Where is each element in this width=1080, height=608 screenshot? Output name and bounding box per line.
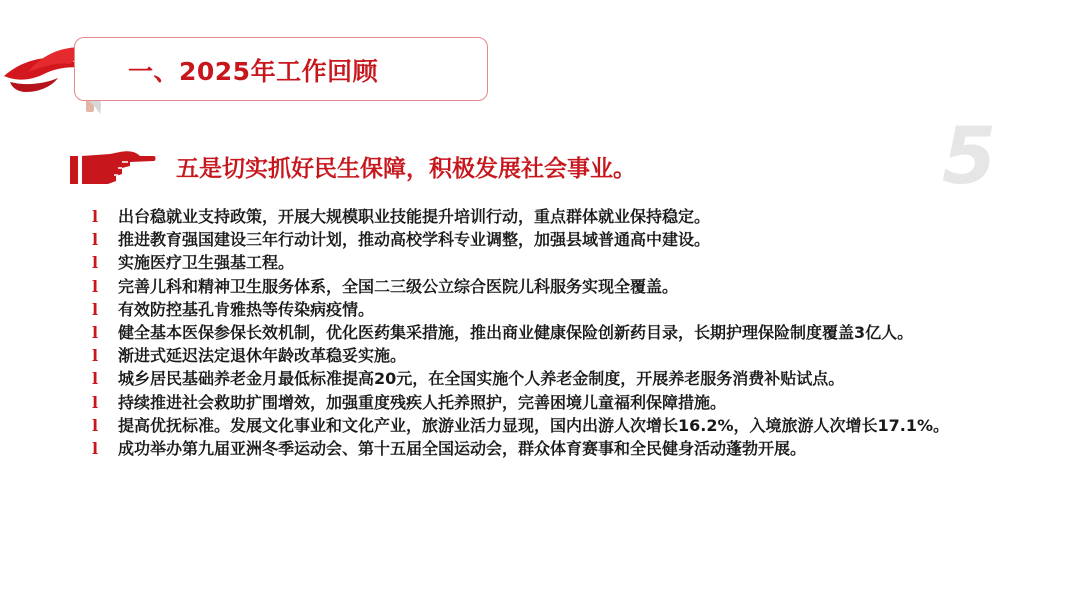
bullet-text: 渐进式延迟法定退休年龄改革稳妥实施。 [118,346,407,366]
section-heading: 五是切实抓好民生保障，积极发展社会事业。 [176,156,636,182]
list-item [92,439,1012,459]
bullet-text: 推进教育强国建设三年行动计划，推动高校学科专业调整，加强县域普通高中建设。 [118,230,711,250]
list-item [92,393,1012,413]
list-item [92,230,1012,250]
bullet-marker: l [92,253,99,273]
list-item [92,323,1012,343]
bullet-text: 出台稳就业支持政策，开展大规模职业技能提升培训行动，重点群体就业保持稳定。 [118,207,711,226]
bullet-marker: l [92,415,99,435]
bullet-marker: l [92,299,99,319]
bullet-text: 完善儿科和精神卫生服务体系，全国二三级公立综合医院儿科服务实现全覆盖。 [118,276,679,296]
bullet-marker: l [92,322,99,342]
bullet-text: 提高优抚标准。发展文化事业和文化产业，旅游业活力显现，国内出游人次增长16.2%，入境旅游人次增长17.1%。 [118,415,950,435]
list-item [92,346,1012,366]
bullet-text: 城乡居民基础养老金月最低标准提高20元，在全国实施个人养老金制度，开展养老服务消费补贴试点。 [118,369,845,389]
bullet-text: 持续推进社会救助扩围增效，加强重度残疾人托养照护，完善困境儿童福利保障措施。 [118,392,727,412]
page-number-watermark: 5 [942,112,997,202]
bullet-marker: l [92,369,99,389]
bullet-text: 有效防控基孔肯雅热等传染病疫情。 [118,299,375,319]
list-item [92,207,1012,227]
list-item [92,300,1012,320]
list-item [92,369,1012,389]
bullet-text: 实施医疗卫生强基工程。 [118,253,295,273]
bullet-list [92,207,1012,462]
bullet-marker: l [92,392,99,412]
bullet-text: 健全基本医保参保长效机制，优化医药集采措施，推出商业健康保险创新药目录，长期护理保险制度覆盖3亿人。 [118,322,914,342]
list-item [92,277,1012,297]
bullet-marker: l [92,276,99,296]
bullet-marker: l [92,346,99,366]
bullet-marker: l [92,438,99,458]
list-item [92,416,1012,436]
list-item [92,253,1012,273]
bullet-text: 成功举办第九届亚洲冬季运动会、第十五届全国运动会，群众体育赛事和全民健身活动蓬勃开展。 [118,438,807,458]
page-title: 一、2025年工作回顾 [128,57,379,86]
bullet-marker: l [92,207,99,226]
pointing-hand-icon [70,148,156,186]
bullet-marker: l [92,230,99,250]
